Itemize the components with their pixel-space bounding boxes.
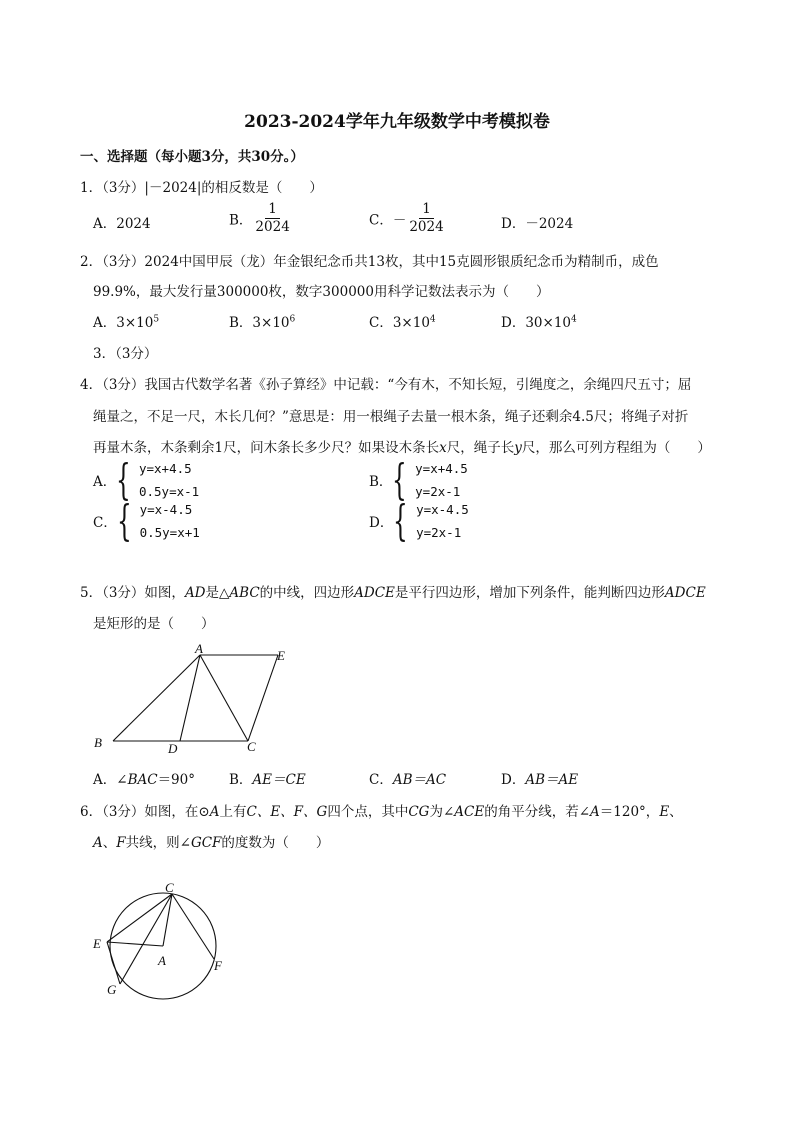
q5-option-a: [93, 768, 195, 788]
q4-option-c: [93, 498, 200, 544]
math-italic: ADCE: [354, 585, 395, 601]
q1-option-c-fraction: [406, 201, 446, 236]
question-4-line-3: [93, 436, 711, 456]
q5-option-c: [369, 768, 446, 788]
math-italic: AD: [184, 585, 206, 601]
option-text: A．3×10: [93, 315, 154, 331]
point-label-c: C: [247, 739, 256, 754]
point-label-f: F: [214, 958, 222, 973]
text-run: ＝120°，: [599, 804, 660, 820]
question-6-line-2: [93, 831, 329, 851]
segment-ac: [200, 655, 248, 741]
option-text: ＝90°: [157, 772, 195, 788]
q4-option-b: [369, 457, 468, 503]
left-brace-icon: {: [116, 455, 131, 504]
math-italic: ACE: [454, 804, 485, 820]
point-label-d: D: [168, 741, 178, 756]
math-italic: AE＝CE: [252, 772, 306, 788]
exponent: 4: [571, 314, 577, 325]
math-italic: GCF: [190, 835, 222, 851]
left-brace-icon: {: [393, 496, 409, 545]
text-run: 尺，绳子长: [446, 440, 515, 456]
text-run: 为∠: [429, 804, 455, 820]
question-5-line-1: [80, 581, 706, 601]
text-run: 、: [669, 804, 683, 820]
option-label: A．: [93, 474, 117, 490]
question-4-line-1: 4．（3分）我国古代数学名著《孙子算经》中记载：“今有木，不知长短，引绳度之，余绳四尺五寸；屈: [80, 377, 692, 393]
point-label-b: B: [94, 735, 102, 750]
text-run: 6．（3分）如图，在⊙: [80, 804, 210, 820]
point-label-a: A: [195, 641, 203, 656]
q1-option-b-label: B．: [229, 212, 253, 229]
q1-option-a: A．2024: [93, 216, 151, 232]
equation: y=2x-1: [416, 525, 462, 540]
option-text: D．: [501, 772, 526, 788]
option-text: B．: [229, 772, 253, 788]
fraction-numerator: 1: [419, 201, 434, 219]
math-italic: ADCE: [664, 585, 706, 601]
point-label-e: E: [93, 936, 101, 951]
q1-option-b: [229, 201, 293, 236]
text-run: 的角平分线，若∠: [484, 804, 591, 820]
fraction-denominator: 2024: [255, 219, 290, 235]
variable-y: y: [514, 440, 522, 456]
q1-option-d: D．－2024: [501, 216, 574, 232]
q4-option-a: [93, 457, 199, 503]
segment-ea: [107, 942, 163, 946]
text-run: 、: [102, 835, 117, 851]
left-brace-icon: {: [392, 455, 408, 504]
text-run: 的度数为（ ）: [221, 835, 330, 851]
option-label: B．: [369, 474, 393, 490]
option-label: D．: [369, 515, 394, 531]
exponent: 6: [289, 314, 296, 325]
equation: y=x+4.5: [138, 461, 192, 476]
text-run: 5．（3分）如图，: [80, 585, 185, 601]
text-run: 是△: [205, 585, 230, 601]
q1-option-c: [369, 201, 447, 236]
exponent: 4: [429, 314, 436, 325]
equation-system: [416, 498, 469, 544]
equation: y=x-4.5: [416, 502, 469, 517]
point-label-a: A: [158, 953, 166, 968]
exponent: 5: [153, 314, 160, 325]
point-label-c: C: [165, 880, 174, 895]
option-text: B．3×10: [229, 315, 290, 331]
equation: y=x-4.5: [139, 502, 193, 517]
left-brace-icon: {: [116, 496, 132, 545]
point-label-g: G: [107, 982, 117, 997]
question-3-stem: 3．（3分）: [93, 346, 158, 362]
segment-ba: [113, 655, 200, 741]
text-run: 再量木条，木条剩余1尺，问木条长多少尺？如果设木条长: [93, 440, 440, 456]
q2-option-c: [369, 311, 436, 331]
option-text: A．∠: [93, 772, 128, 788]
math-italic: AB＝AE: [525, 772, 579, 788]
math-italic: A: [93, 835, 103, 851]
question-2-line-2: 99.9%，最大发行量300000枚，数字300000用科学记数法表示为（ ）: [93, 284, 550, 300]
variable-x: x: [439, 440, 447, 456]
section-heading: 一、选择题（每小题3分，共30分。）: [80, 149, 304, 165]
q1-option-b-fraction: [252, 201, 292, 236]
segment-cf: [172, 894, 214, 959]
math-italic: A: [209, 804, 220, 820]
question-2-line-1: 2．（3分）2024中国甲辰（龙）年金银纪念币共13枚，其中15克圆形银质纪念币为精制币，成色: [80, 254, 659, 270]
text-run: 的中线，四边形: [259, 585, 355, 601]
option-text: C．3×10: [369, 315, 430, 331]
equation: 0.5y=x-1: [138, 484, 200, 499]
segment-ce: [107, 894, 172, 942]
math-italic: F: [116, 835, 126, 851]
point-label-e: E: [277, 648, 285, 663]
question-6-line-1: [80, 800, 683, 820]
q4-option-d: [369, 498, 469, 544]
q5-option-b: [229, 768, 306, 788]
equation-system: [415, 457, 468, 503]
question-1-stem: 1．（3分）|－2024|的相反数是（ ）: [80, 180, 323, 196]
math-italic: ABC: [229, 585, 260, 601]
q2-option-d: [501, 311, 577, 331]
question-5-line-2: 是矩形的是（ ）: [93, 616, 215, 632]
math-italic: C、E、F、G: [246, 804, 328, 820]
q2-option-b: [229, 311, 295, 331]
fraction-denominator: 2024: [409, 219, 444, 235]
question-4-line-2: 绳量之，不足一尺，木长几何？”意思是：用一根绳子去量一根木条，绳子还剩余4.5尺；将绳子对折: [93, 409, 689, 425]
math-italic: E: [659, 804, 670, 820]
option-label: C．: [93, 515, 117, 531]
math-italic: BAC: [127, 772, 158, 788]
text-run: 四个点，其中: [327, 804, 409, 820]
q5-option-d: [501, 768, 578, 788]
equation: 0.5y=x+1: [139, 525, 200, 540]
math-italic: AB＝AC: [392, 772, 447, 788]
text-run: 尺，那么可列方程组为（ ）: [521, 440, 711, 456]
segment-ec: [248, 655, 278, 741]
option-text: D．30×10: [501, 315, 571, 331]
text-run: 是平行四边形，增加下列条件，能判断四边形: [394, 585, 665, 601]
segment-eg: [107, 942, 120, 984]
q1-option-c-label: C．－: [369, 212, 407, 229]
equation: y=x+4.5: [415, 461, 468, 476]
q2-option-a: [93, 311, 159, 331]
segment-ad: [180, 655, 200, 741]
math-italic: A: [590, 804, 600, 820]
option-text: C．: [369, 772, 393, 788]
fraction-numerator: 1: [265, 201, 280, 219]
text-run: 上有: [219, 804, 247, 820]
equation-system: [139, 457, 199, 503]
page-title: 2023-2024学年九年级数学中考模拟卷: [244, 112, 550, 132]
equation-system: [140, 498, 200, 544]
math-italic: CG: [408, 804, 430, 820]
q6-circle-figure: [85, 880, 245, 1010]
text-run: 共线，则∠: [125, 835, 191, 851]
q5-parallelogram-figure: [85, 640, 305, 758]
equation: y=2x-1: [415, 484, 461, 499]
